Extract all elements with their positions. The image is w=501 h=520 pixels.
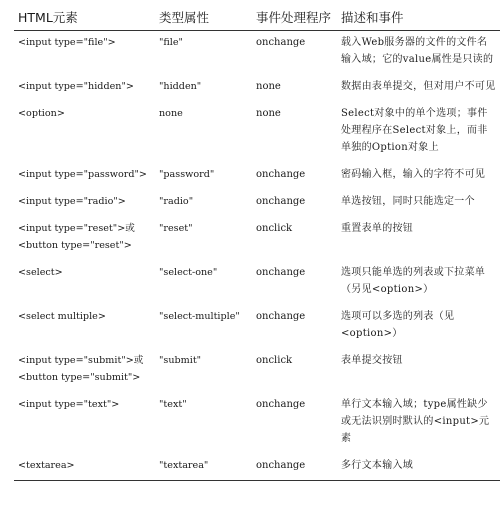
cell-description: 数据由表单提交，但对用户不可见	[341, 81, 496, 92]
table-row	[14, 190, 500, 217]
cell-type: "select-one"	[159, 267, 218, 278]
cell-handler: none	[256, 81, 281, 92]
header-row	[14, 6, 500, 31]
cell-handler: onchange	[252, 454, 337, 481]
cell-handler: onchange	[256, 196, 306, 207]
cell-element: <input type="file">	[18, 37, 116, 48]
cell-element: <input type="text">	[18, 399, 120, 410]
header-type-attribute: 类型属性	[155, 6, 252, 31]
cell-element: <input type="radio">	[18, 196, 126, 207]
cell-handler: none	[256, 108, 281, 119]
table-row	[14, 163, 500, 190]
cell-element: <select>	[18, 267, 63, 278]
cell-type: "text"	[159, 399, 187, 410]
cell-handler: onchange	[256, 37, 306, 48]
table-row	[14, 75, 500, 102]
cell-description: 重置表单的按钮	[341, 223, 414, 234]
cell-handler: onclick	[256, 355, 293, 366]
cell-description: 多行文本输入域	[337, 454, 500, 481]
cell-type: "select-multiple"	[159, 311, 240, 322]
header-event-handler: 事件处理程序	[252, 6, 337, 31]
cell-description: 单行文本输入域；type属性缺少或无法识别时默认的<input>元素	[341, 399, 490, 444]
table-row	[14, 454, 500, 481]
table-row	[14, 102, 500, 163]
cell-type: "file"	[159, 37, 183, 48]
cell-handler: onclick	[256, 223, 293, 234]
cell-element: <input type="submit">或<button type="submit">	[18, 355, 144, 383]
cell-description: 单选按钮，同时只能选定一个	[341, 196, 475, 207]
cell-description: 选项只能单选的列表或下拉菜单（另见<option>）	[341, 267, 486, 295]
cell-type: "password"	[159, 169, 215, 180]
cell-type: "reset"	[159, 223, 193, 234]
table-row	[14, 261, 500, 305]
cell-description: 表单提交按钮	[341, 355, 403, 366]
cell-type: none	[159, 108, 183, 119]
table-row	[14, 349, 500, 393]
cell-element: <option>	[18, 108, 65, 119]
header-description: 描述和事件	[337, 6, 500, 31]
table-header	[14, 6, 500, 31]
cell-element: <input type="password">	[18, 169, 147, 180]
cell-type: "textarea"	[155, 454, 252, 481]
table-row	[14, 393, 500, 454]
cell-handler: onchange	[256, 169, 306, 180]
cell-type: "hidden"	[159, 81, 202, 92]
cell-description: 选项可以多选的列表（见<option>）	[341, 311, 455, 339]
cell-element: <textarea>	[14, 454, 155, 481]
cell-element: <input type="hidden">	[18, 81, 134, 92]
cell-description: Select对象中的单个选项；事件处理程序在Select对象上，而非单独的Option对象上	[341, 108, 488, 153]
cell-type: "radio"	[159, 196, 194, 207]
cell-handler: onchange	[256, 267, 306, 278]
cell-handler: onchange	[256, 311, 306, 322]
cell-element: <input type="reset">或<button type="reset">	[18, 223, 135, 251]
cell-element: <select multiple>	[18, 311, 106, 322]
cell-description: 载入Web服务器的文件的文件名输入域；它的value属性是只读的	[341, 37, 494, 65]
cell-type: "submit"	[159, 355, 202, 366]
cell-description: 密码输入框，输入的字符不可见	[341, 169, 486, 180]
cell-handler: onchange	[256, 399, 306, 410]
table-row	[14, 305, 500, 349]
header-html-element: HTML元素	[14, 6, 155, 31]
table-row	[14, 217, 500, 261]
form-elements-table	[14, 6, 500, 481]
table-row	[14, 31, 500, 76]
table-body	[14, 31, 500, 481]
